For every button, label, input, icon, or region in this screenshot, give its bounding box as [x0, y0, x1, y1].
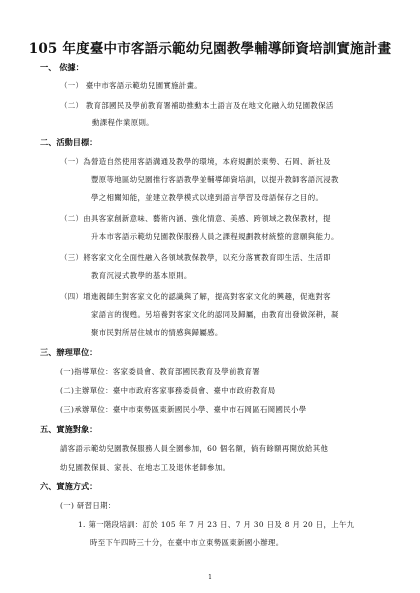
organizer-executor: (三)承辦單位：臺中市東勢區東新國民小學、臺中市石岡區石岡國民小學	[60, 405, 307, 414]
goal-item-4: （四）增進親師生對客家文化的認識與了解，提高對客家文化的興趣，促進對客	[60, 292, 331, 301]
section-heading-methods: 六、實施方式：	[40, 481, 98, 491]
participants-line-2: 幼兒園教保員、家長、在地志工及退休老師參加。	[60, 463, 231, 472]
goal-item-3-cont: 教育沉浸式教學的基本原則。	[91, 271, 192, 280]
goal-item-4-cont-2: 聚市民對所居住城市的情感與歸屬感。	[91, 328, 223, 337]
page-number: 1	[208, 574, 212, 581]
goal-item-3: （三）將客家文化全面性融入各領域教保教學，以充分落實教育即生活、生活即	[60, 253, 331, 262]
basis-item-1: （一） 臺中市客語示範幼兒園實施計畫。	[60, 81, 203, 90]
goal-item-2: （二）由具客家創新意味、藝術內涵、強化情意、美感、跨領域之教保教材，提	[60, 214, 331, 223]
section-heading-participants: 五、實施對象：	[40, 424, 98, 434]
goal-item-1-cont-2: 學之相關知能，並建立教學模式以達到語言學習及母語保存之目的。	[91, 193, 324, 202]
organizer-guiding: (一)指導單位：客家委員會、教育部國民教育及學前教育署	[60, 367, 260, 376]
goal-item-4-cont-1: 家語言的復甦。另培養對客家文化的認同及歸屬，由教育出發做深耕，凝	[91, 310, 339, 319]
section-heading-basis: 一、 依據：	[40, 62, 84, 72]
basis-item-2: （二） 教育部國民及學前教育署補助推動本土語言及在地文化融入幼兒園教保活	[60, 101, 334, 110]
methods-phase-1-cont: 時至下午四時三十分，在臺中市立東勢區東新國小辦理。	[90, 538, 284, 547]
document-title: 105 年度臺中市客語示範幼兒園教學輔導師資培訓實施計畫	[28, 41, 392, 57]
participants-line-1: 請客語示範幼兒園教保服務人員全園參加，60 個名額，倘有餘額再開放給其他	[60, 444, 329, 453]
section-heading-goals: 二、活動目標：	[40, 137, 98, 147]
methods-study-date: (一) 研習日期：	[60, 501, 116, 510]
goal-item-1: （一）為營造自然使用客語溝通及教學的環境，本府規劃於東勢、石岡、新社及	[60, 157, 331, 166]
goal-item-1-cont-1: 豐原等地區幼兒園推行客語教學並輔導師資培訓，以提升教師客語沉浸教	[91, 175, 339, 184]
organizer-host: (二)主辦單位：臺中市政府客家事務委員會、臺中市政府教育局	[60, 386, 276, 395]
goal-item-2-cont: 升本市客語示範幼兒園教保服務人員之課程規劃教材統整的意願與能力。	[91, 232, 339, 241]
basis-item-2-cont: 動課程作業原則。	[92, 118, 154, 127]
methods-phase-1: 1. 第一階段培訓：訂於 105 年 7 月 23 日、7 月 30 日及 8 月 20 日，上午九	[78, 520, 355, 529]
section-heading-organizers: 三、辦理單位：	[40, 347, 98, 357]
